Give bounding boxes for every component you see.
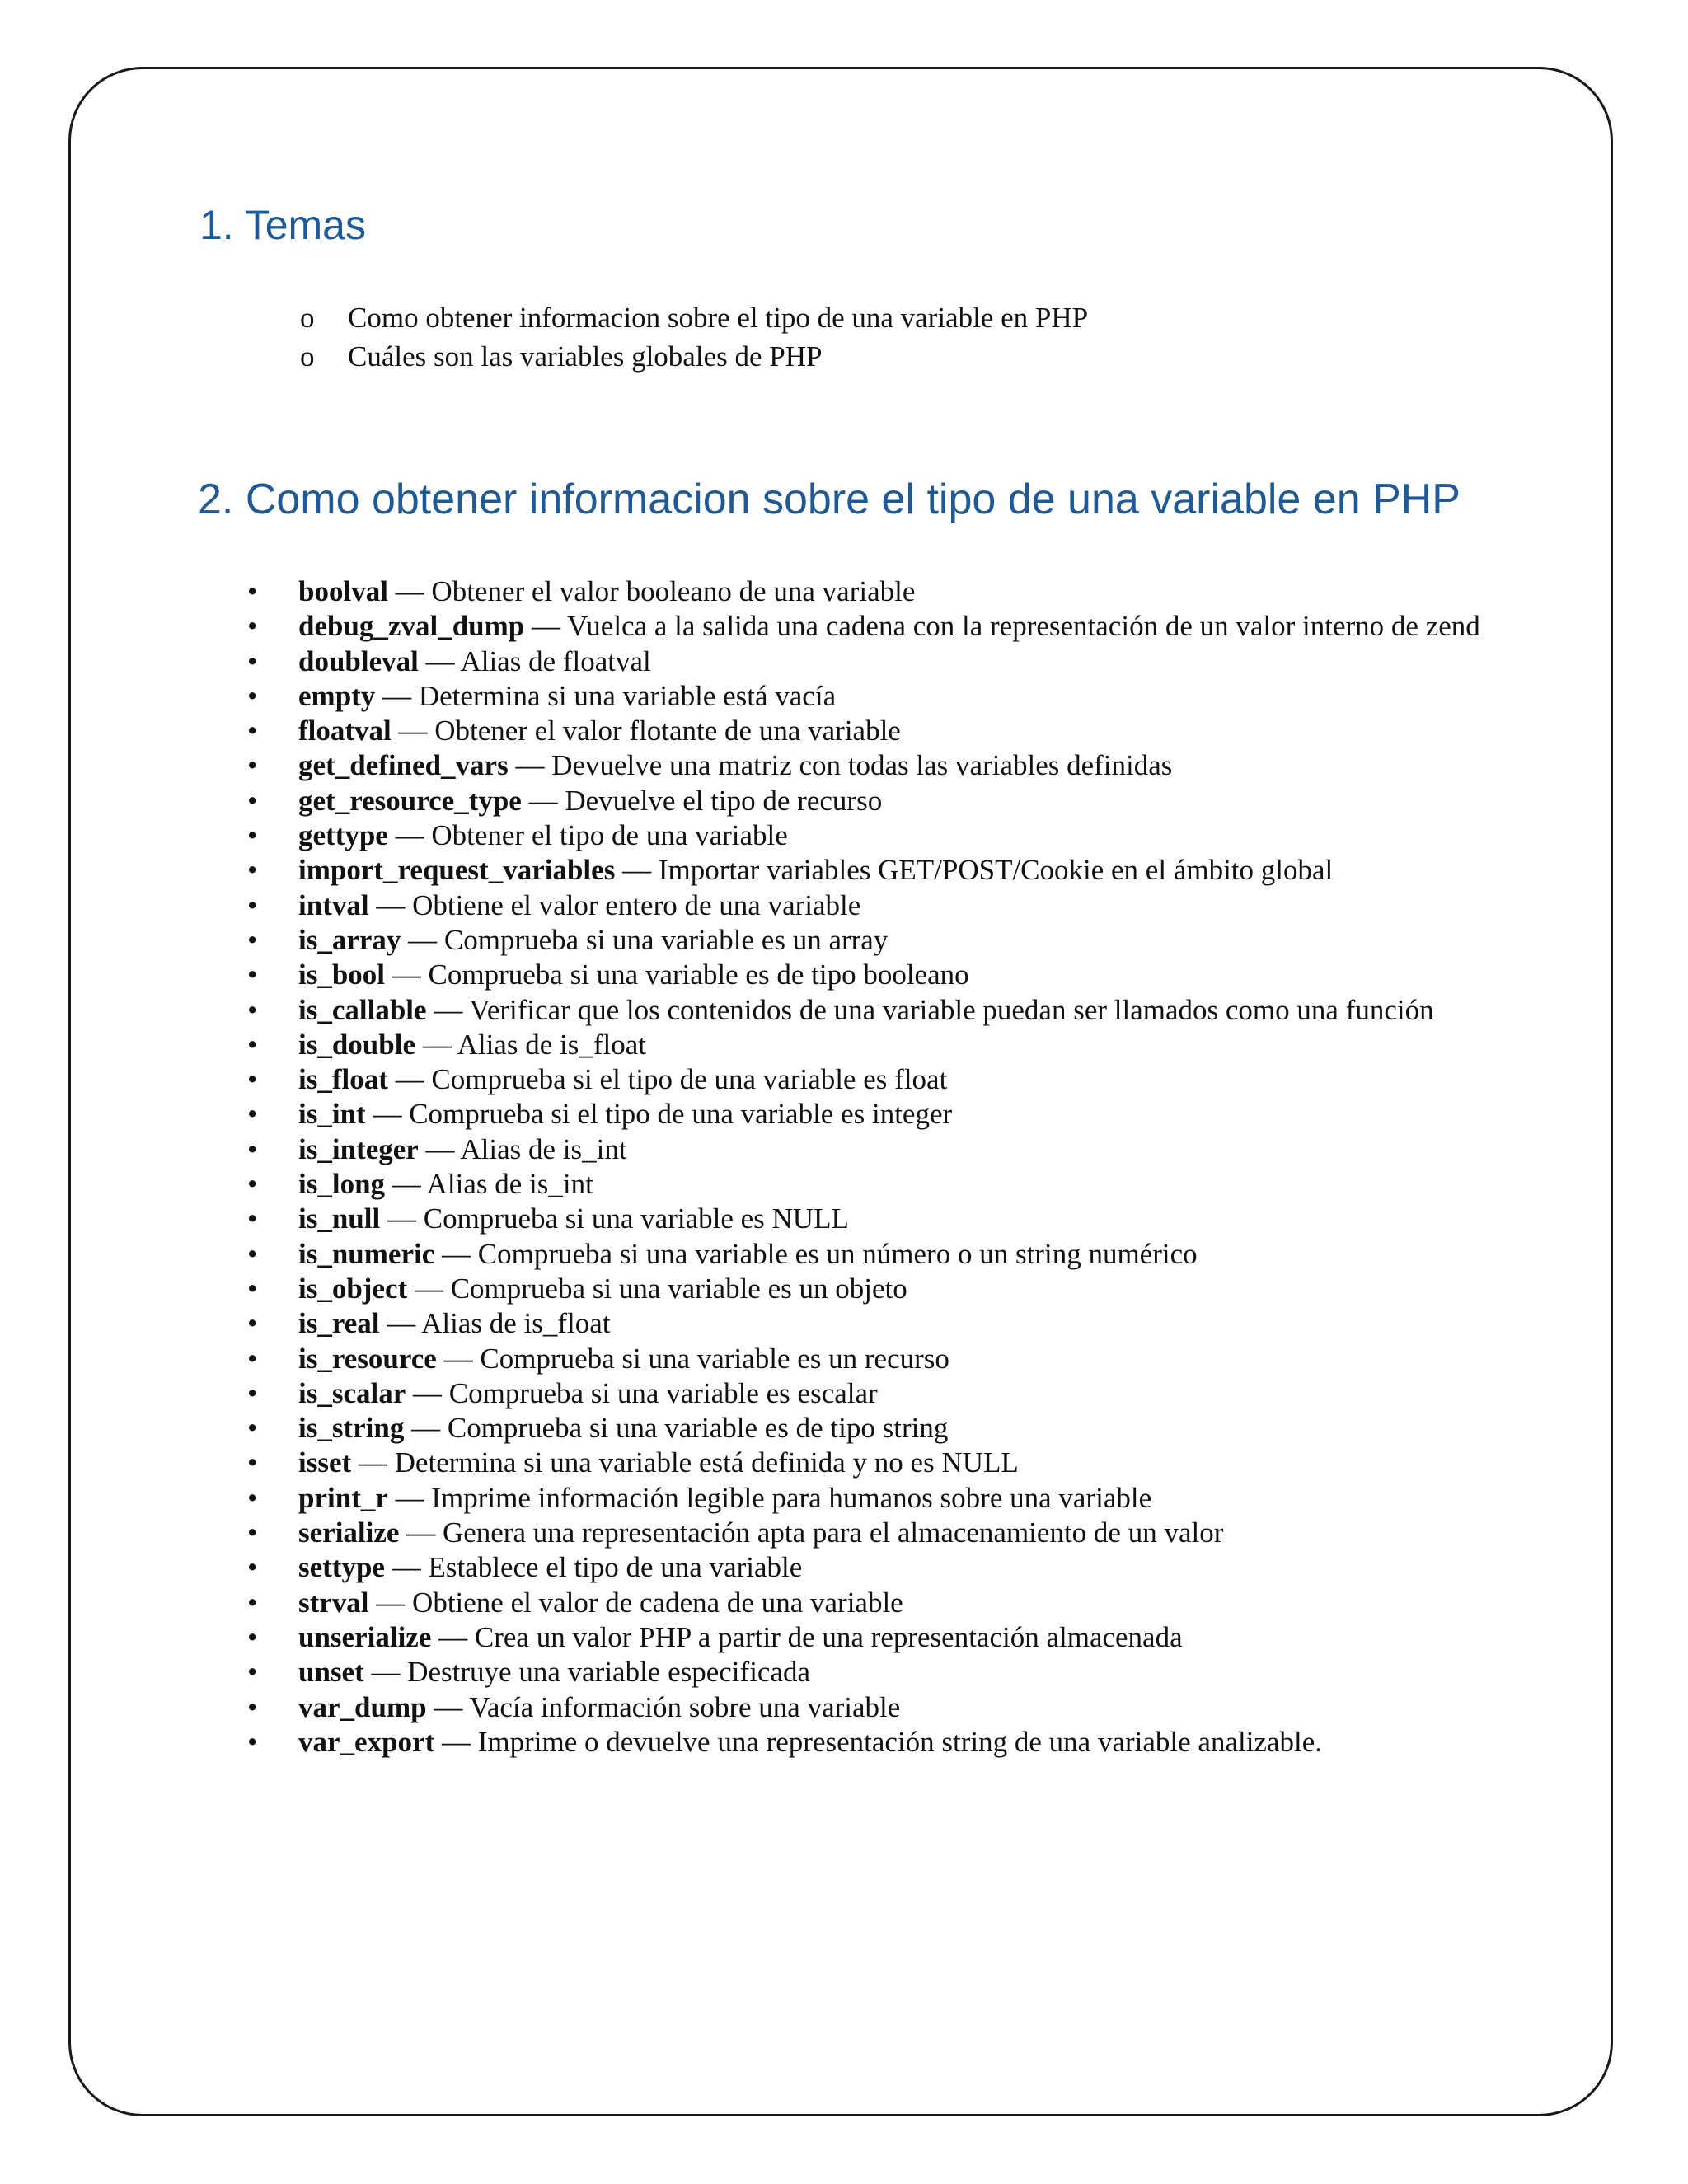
bullet-icon: • [247,993,258,1026]
function-name: is_callable [298,993,427,1026]
function-list-item [247,1202,1541,1236]
function-name: is_bool [298,958,386,991]
section-title-tipo-variable: 2. Como obtener informacion sobre el tipo de una variable en PHP [198,476,1461,523]
function-description: — Comprueba si el tipo de una variable es float [387,1063,948,1096]
bullet-icon: • [247,575,258,607]
function-description: — Crea un valor PHP a partir de una representación almacenada [431,1620,1183,1653]
topics-list [297,298,1088,376]
function-name: strval [298,1586,369,1619]
bullet-icon: • [247,923,258,956]
bullet-icon: • [247,715,258,748]
function-list-item [247,1132,1541,1167]
function-name: is_null [298,1202,381,1235]
function-list-item [247,679,1541,714]
bullet-icon: • [247,644,258,677]
bullet-icon: • [247,1725,258,1758]
bullet-icon: • [247,1307,258,1340]
function-description: — Importar variables GET/POST/Cookie en el ámbito global [615,854,1334,887]
function-description: — Destruye una variable especificada [363,1656,811,1689]
bullet-icon: • [247,854,258,887]
topic-text: Cuáles son las variables globales de PHP [348,340,823,373]
function-description: — Establece el tipo de una variable [384,1551,803,1584]
bullet-icon: • [247,1098,258,1131]
function-name: settype [298,1551,385,1584]
functions-list [247,574,1541,1760]
function-list-item [247,1097,1541,1132]
function-name: doubleval [298,644,419,677]
bullet-icon: • [247,1376,258,1409]
bullet-icon: • [247,1028,258,1061]
bullet-icon: • [247,1063,258,1096]
function-name: import_request_variables [298,854,616,887]
topic-text: Como obtener informacion sobre el tipo de una variable en PHP [348,302,1089,334]
bullet-icon: • [247,1656,258,1689]
bullet-icon: • [247,1446,258,1479]
bullet-icon: • [247,610,258,643]
function-name: is_float [298,1063,388,1096]
function-list-item [247,1516,1541,1550]
function-name: get_defined_vars [298,749,509,782]
function-name: is_integer [298,1132,419,1165]
function-description: — Verificar que los contenidos de una variable puedan ser llamados como una función [426,993,1434,1026]
function-name: is_array [298,923,401,956]
function-name: print_r [298,1481,388,1514]
function-list-item [247,1725,1541,1760]
function-name: debug_zval_dump [298,610,525,643]
function-name: empty [298,679,376,712]
topic-item [297,337,1088,376]
function-list-item [247,1062,1541,1097]
function-list-item [247,993,1541,1028]
function-name: serialize [298,1516,400,1549]
function-name: boolval [298,575,388,607]
function-description: — Obtener el valor flotante de una variable [391,715,901,748]
function-description: — Alias de floatval [418,644,651,677]
function-name: is_real [298,1307,380,1340]
bullet-icon: • [247,1237,258,1270]
bullet-icon: • [247,888,258,921]
function-description: — Obtiene el valor entero de una variable [368,888,861,921]
bullet-icon: • [247,679,258,712]
function-description: — Comprueba si una variable es un array [401,923,889,956]
function-list-item [247,1411,1541,1446]
function-name: unset [298,1656,364,1689]
bullet-icon: • [247,784,258,817]
function-name: isset [298,1446,352,1479]
function-description: — Genera una representación apta para el almacenamiento de un valor [399,1516,1224,1549]
function-list-item [247,888,1541,923]
function-list-item [247,853,1541,888]
function-description: — Determina si una variable está vacía [375,679,837,712]
bullet-icon: • [247,1620,258,1653]
function-name: unserialize [298,1620,432,1653]
bullet-icon: • [247,1412,258,1445]
function-description: — Comprueba si una variable es escalar [406,1376,878,1409]
bullet-icon: • [247,1342,258,1375]
bullet-icon: • [247,1132,258,1165]
function-list-item [247,1550,1541,1585]
function-description: — Comprueba si una variable es un recurso [436,1342,950,1375]
function-list-item [247,1272,1541,1306]
function-list-item [247,1028,1541,1062]
topic-item [297,298,1088,337]
function-name: is_string [298,1412,405,1445]
function-name: gettype [298,819,388,852]
function-name: is_resource [298,1342,437,1375]
function-description: — Obtiene el valor de cadena de una variable [368,1586,903,1619]
bullet-icon: • [247,819,258,852]
bullet-icon: • [247,1481,258,1514]
function-list-item [247,644,1541,679]
function-name: is_int [298,1098,366,1131]
function-description: — Alias de is_float [415,1028,646,1061]
function-list-item [247,574,1541,609]
function-list-item [247,609,1541,644]
function-list-item [247,1167,1541,1202]
function-list-item [247,1690,1541,1725]
function-list-item [247,818,1541,853]
function-description: — Comprueba si una variable es un objeto [407,1272,907,1305]
function-description: — Comprueba si una variable es de tipo booleano [385,958,969,991]
function-description: — Comprueba si una variable es un número o un string numérico [434,1237,1198,1270]
function-description: — Alias de is_int [385,1168,593,1201]
function-name: is_double [298,1028,415,1061]
function-description: — Imprime o devuelve una representación string de una variable analizable. [434,1725,1323,1758]
section-title-temas: 1. Temas [199,202,366,248]
function-description: — Alias de is_float [379,1307,611,1340]
function-list-item [247,1655,1541,1690]
circle-bullet-icon: o [300,340,315,373]
function-name: is_object [298,1272,408,1305]
function-name: is_long [298,1168,386,1201]
circle-bullet-icon: o [300,302,315,334]
function-list-item [247,1586,1541,1620]
function-list-item [247,1306,1541,1341]
function-name: is_numeric [298,1237,435,1270]
function-list-item [247,784,1541,818]
bullet-icon: • [247,958,258,991]
bullet-icon: • [247,1690,258,1723]
bullet-icon: • [247,749,258,782]
bullet-icon: • [247,1516,258,1549]
function-name: var_export [298,1725,435,1758]
function-list-item [247,1481,1541,1516]
function-description: — Devuelve el tipo de recurso [521,784,883,817]
function-name: get_resource_type [298,784,522,817]
function-name: floatval [298,715,392,748]
function-list-item [247,748,1541,783]
bullet-icon: • [247,1168,258,1201]
function-description: — Obtener el valor booleano de una variable [387,575,916,607]
function-list-item [247,1237,1541,1272]
function-description: — Vuelca a la salida una cadena con la representación de un valor interno de zend [524,610,1480,643]
function-description: — Comprueba si una variable es NULL [380,1202,849,1235]
function-description: — Comprueba si el tipo de una variable es integer [365,1098,953,1131]
bullet-icon: • [247,1551,258,1584]
function-description: — Vacía información sobre una variable [426,1690,901,1723]
function-list-item [247,1342,1541,1376]
function-list-item [247,1376,1541,1411]
function-list-item [247,923,1541,958]
function-description: — Devuelve una matriz con todas las variables definidas [508,749,1173,782]
function-description: — Comprueba si una variable es de tipo string [404,1412,949,1445]
bullet-icon: • [247,1586,258,1619]
function-list-item [247,1620,1541,1655]
function-name: is_scalar [298,1376,406,1409]
bullet-icon: • [247,1202,258,1235]
function-name: intval [298,888,369,921]
function-list-item [247,714,1541,748]
function-description: — Imprime información legible para humanos sobre una variable [387,1481,1152,1514]
function-description: — Alias de is_int [418,1132,627,1165]
function-description: — Determina si una variable está definida y no es NULL [351,1446,1019,1479]
function-description: — Obtener el tipo de una variable [387,819,788,852]
bullet-icon: • [247,1272,258,1305]
function-name: var_dump [298,1690,427,1723]
function-list-item [247,958,1541,992]
function-list-item [247,1446,1541,1480]
